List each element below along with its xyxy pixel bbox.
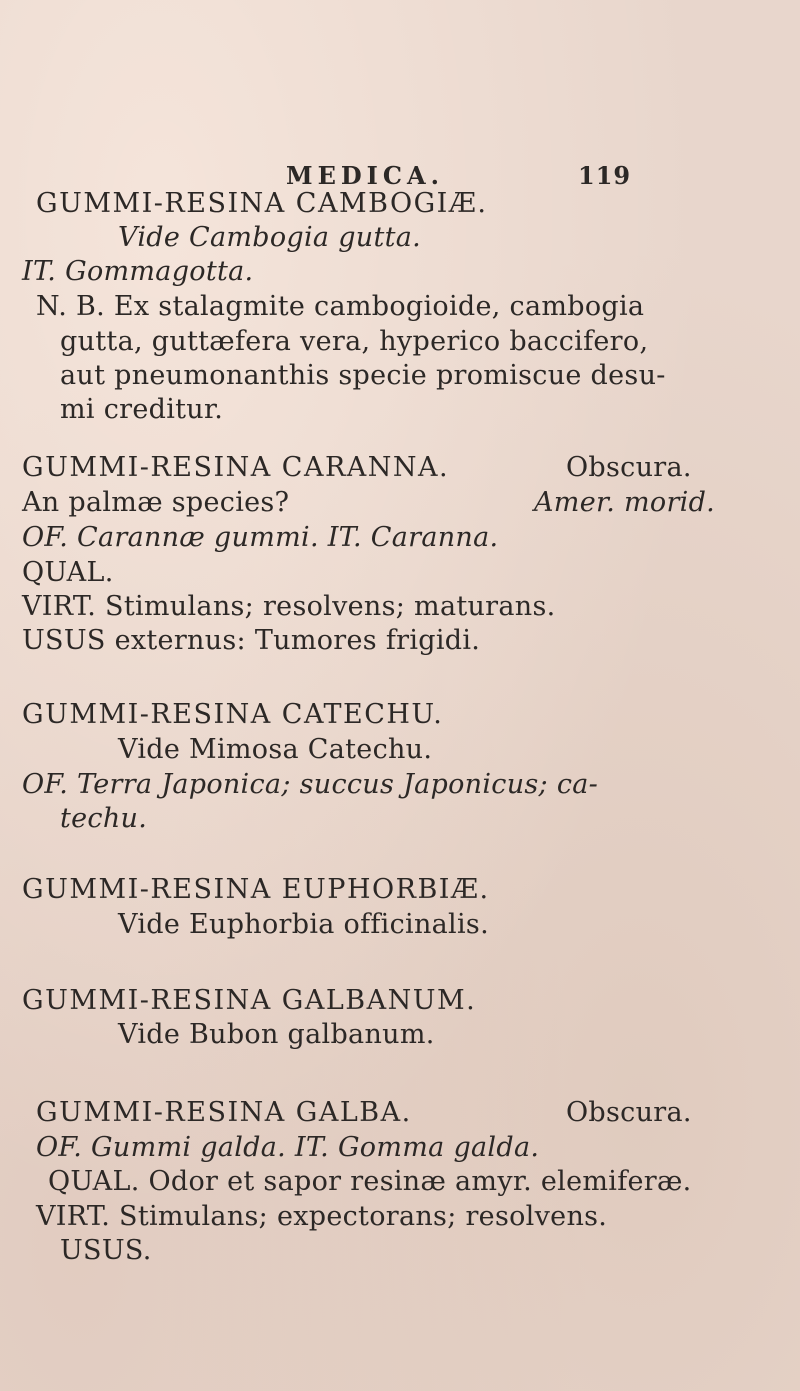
entry-line: mi creditur.: [60, 394, 224, 425]
entry-heading: GUMMI-RESINA GALBANUM.: [22, 985, 477, 1016]
page-number: 119: [578, 161, 632, 190]
entry-line: N. B. Ex stalagmite cambogioide, cambogia: [36, 291, 645, 322]
entry-heading: GUMMI-RESINA GALBA.: [36, 1097, 412, 1128]
entry-line: Vide Mimosa Catechu.: [118, 734, 433, 765]
entry-heading: GUMMI-RESINA CATECHU.: [22, 699, 444, 730]
entry-heading: GUMMI-RESINA CAMBOGIÆ.: [36, 188, 488, 219]
entry-line: USUS externus: Tumores frigidi.: [22, 625, 481, 656]
entry-line: VIRT. Stimulans; expectorans; resolvens.: [36, 1201, 608, 1232]
entry-line: VIRT. Stimulans; resolvens; maturans.: [22, 591, 556, 622]
entry-line: IT. Gommagotta.: [22, 256, 254, 287]
entry-line: An palmæ species?: [22, 487, 290, 518]
entry-line: gutta, guttæfera vera, hyperico baccifero,: [60, 326, 649, 357]
entry-line: OF. Gummi galda. IT. Gomma galda.: [36, 1132, 540, 1163]
entry-line: USUS.: [60, 1235, 152, 1266]
entry-line: OF. Carannæ gummi. IT. Caranna.: [22, 522, 499, 553]
entry-line: techu.: [60, 803, 148, 834]
entry-heading: GUMMI-RESINA CARANNA.: [22, 452, 450, 483]
entry-line: OF. Terra Japonica; succus Japonicus; ca-: [22, 769, 599, 800]
entry-line: Amer. morid.: [534, 487, 716, 518]
entry-heading-note: Obscura.: [566, 1097, 692, 1128]
entry-line: Vide Bubon galbanum.: [118, 1019, 435, 1050]
entry-line: QUAL.: [22, 557, 114, 588]
entry-line: QUAL. Odor et sapor resinæ amyr. elemiferæ.: [48, 1166, 692, 1197]
entry-heading: GUMMI-RESINA EUPHORBIÆ.: [22, 874, 490, 905]
running-title: MEDICA.: [286, 161, 444, 190]
entry-line: aut pneumonanthis specie promiscue desu-: [60, 360, 666, 391]
entry-line: Vide Euphorbia officinalis.: [118, 909, 489, 940]
entry-line: Vide Cambogia gutta.: [118, 222, 422, 253]
entry-heading-note: Obscura.: [566, 452, 692, 483]
